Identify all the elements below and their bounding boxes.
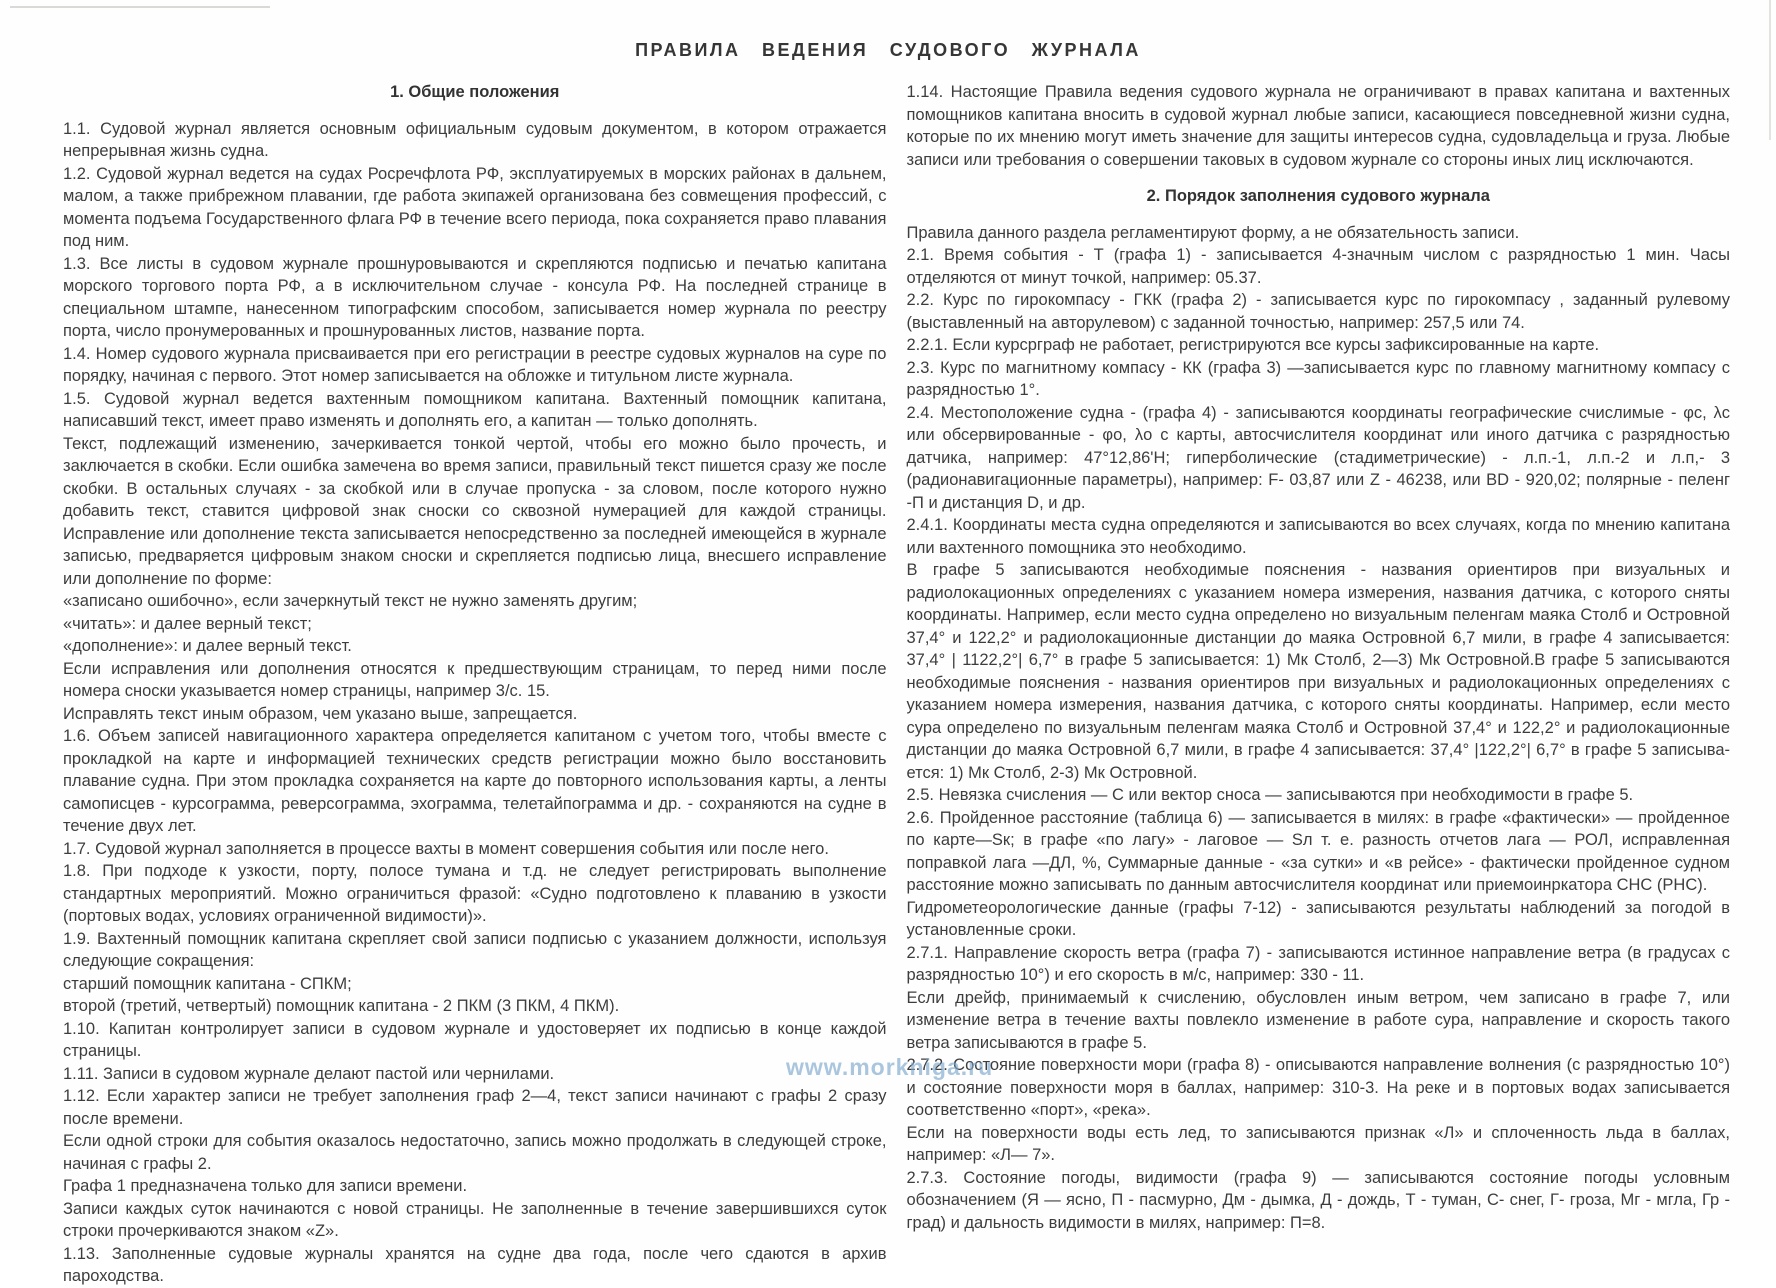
paragraph-2-2: 2.2. Курс по гирокомпасу - ГКК (графа 2) - записывается курс по гирокомпасу , заданный рулевому (выставленный на авторулевом) с заданной точностью, например: 257,5 или 74. — [906, 291, 1730, 332]
paragraph-form-addition: «дополнение»: и далее верный текст. — [63, 637, 352, 655]
paragraph-1-4: 1.4. Номер судового журнала присваивается при его регистрации в реестре судовых журналов на суре по порядку, начиная с первого. Этот номер записывается на обложке и титульном листе журнала. — [63, 344, 887, 385]
paragraph-grafa-1: Графа 1 предназначена только для записи времени. — [63, 1177, 468, 1195]
paragraph-2-5: 2.5. Невязка счисления — С или вектор сноса — записываются при необходимости в графе 5. — [906, 786, 1634, 804]
paragraph-1-1: 1.1. Судовой журнал является основным официальным судовым документом, в котором отражается непрерывная жизнь судна. — [63, 119, 887, 160]
paragraph-abbrev-spkm: старший помощник капитана - СПКМ; — [63, 974, 352, 993]
paragraph-1-5-text-rules: Текст, подлежащий изменению, зачеркивается тонкой чертой, чтобы его можно было прочесть, и заключается в скобки. Если ошибка замечена во время записи, правильный текст пишется сразу же после скобки. В остальных случаях - за скобкой или в случае пропуска - за словом, после которого нужно добавить текст, ставится цифровой знак сноски со сквозной нумерацией для каждой страницы. Исправление или дополнение текста записывается непосредственно за последней имеющейся в журнале записью, предваряется цифровым знаком сноски и скрепляется подписью лица, внесшего исправление или дополнение по форме: — [63, 434, 887, 588]
paragraph-daily-records: Записи каждых суток начинаются с новой страницы. Не заполненные в течение завершившихся суток строки прочеркиваются знаком «Z». — [63, 1199, 887, 1240]
section-2-heading: 2. Порядок заполнения судового журнала — [1146, 187, 1490, 205]
paragraph-1-12: 1.12. Если характер записи не требует заполнения граф 2—4, текст записи начинают с графы 2 сразу после времени. — [63, 1087, 887, 1128]
left-column — [63, 81, 887, 1288]
right-column — [907, 81, 1731, 1288]
paragraph-1-7: 1.7. Судовой журнал заполняется в процессе вахты в момент совершения события или после него. — [63, 839, 829, 858]
paragraph-corrections-forbidden: Исправлять текст иным образом, чем указано выше, запрещается. — [63, 704, 578, 723]
paragraph-abbrev-pkm: второй (третий, четвертый) помощник капитана - 2 ПКМ (3 ПКМ, 4 ПКМ). — [63, 997, 620, 1015]
section-1-heading: 1. Общие положения — [390, 83, 560, 101]
paragraph-2-7-3: 2.7.3. Состояние погоды, видимости (графа 9) — записываются состояние погоды условным обозначением (Я — ясно, П - пасмурно, Дм - дымка, Д - дождь, Т - туман, С- снег, Г- гроза, Мг - мгла, Гр - град) и дальность видимости в милях, например: П=8. — [906, 1168, 1730, 1232]
paragraph-2-3: 2.3. Курс по магнитному компасу - КК (графа 3) —записывается курс по главному магнитному компасу с разрядностью 1°. — [906, 358, 1730, 399]
paragraph-corrections-pages: Если исправления или дополнения относятся к предшествующим страницам, то перед ними после номера сноски указывается номер страницы, например 3/с. 15. — [63, 659, 887, 700]
paragraph-grafa-5: В графе 5 записываются необходимые пояснения - названия ориентиров при визуальных и радиолокационных определениях с указанием номера измерения, названия датчика, с которого сняты координаты. Например, если место судна определено но визуальным пеленгам маяка Столб и Островной 37,4° и 122,2° и радиолокационные дистанции до маяка Островной 6,7 мили, в графе 4 записывается: 37,4° | 1122,2°| 6,7° в графе 5 записывается: 1) Мк Столб, 2—3) Мк Островной.В графе 5 записываются необходимые пояснения - названия ориентиров при визуальных и радиолокационных определениях с указанием номера измерения, названия датчика, с которого сняты координаты. Например, если место сура определено по визуальным пеленгам маяка Столб и Островной 37,4° и 122,2° и радиолокационные дистанции до маяка Островной 6,7 мили, в графе 4 записывается: 37,4° |122,2°| 6,7° в графе 5 записывается: 1) Мк Столб, 2-3) Мк Островной. — [906, 561, 1730, 782]
scan-artifact-right — [1769, 0, 1771, 140]
paragraph-1-8: 1.8. При подходе к узкости, порту, полосе тумана и т.д. не следует регистрировать выполнение стандартных мероприятий. Можно ограничиться фразой: «Судно подготовлено к плаванию в узкости (портовых водах, условиях ограниченной видимости)». — [63, 862, 887, 925]
paragraph-1-2: 1.2. Судовой журнал ведется на судах Росречфлота РФ, эксплуатируемых в морских районах в дальнем, малом, а также прибрежном плавании, где работа экипажей организована без совмещения профессий, с момента подъема Государственного флага РФ в течение всего периода, пока сохраняется право плавания под ним. — [63, 164, 887, 250]
paragraph-2-7-1: 2.7.1. Направление скорость ветра (графа 7) - записываются истинное направление ветра (в градусах с разрядностью 10°) и его скорость в м/с, например: 330 - 11. — [906, 943, 1730, 984]
paragraph-form-erroneous: «записано ошибочно», если зачеркнутый текст не нужно заменять другим; — [63, 592, 638, 610]
paragraph-ice: Если на поверхности воды есть лед, то записываются признак «Л» и сплоченность льда в баллах, например: «Л— 7». — [906, 1123, 1730, 1164]
paragraph-form-read: «читать»: и далее верный текст; — [63, 614, 312, 633]
paragraph-2-2-1: 2.2.1. Если курсрграф не работает, регистрируются все курсы зафиксированные на карте. — [906, 336, 1600, 354]
paragraph-2-6: 2.6. Пройденное расстояние (таблица 6) — записывается в милях: в графе «фактически» — пройденное по карте—Sк; в графе «по лагу» - лаговое — Sл т. е. разность отчетов лага — РОЛ, исправленная поправкой лага —ДЛ, %, Суммарные данные - «за сутки» и «в рейсе» - фактически пройденное судном расстояние можно записывать по данным автосчислителя координат или приемоинркатора СНС (РНС). — [906, 808, 1730, 894]
paragraph-2-4: 2.4. Местоположение судна - (графа 4) - записываются координаты географические счислимые - φс, λс или обсервированные - φо, λо с карты, автосчислителя координат или иного датчика с разрядностью датчика, например: 47°12,86'Н; гиперболические (стадиметрические) - л.п.-1, л.п.-2 и л.п,- 3 (радионавигационные параметры), например: F- 03,87 или Z - 46238, или BD - 920,02; полярные - пеленг -П и дистанция D, и др. — [906, 403, 1730, 512]
paragraph-1-13: 1.13. Заполненные судовые журналы хранятся на судне два года, после чего сдаются в архив пароходства. — [63, 1244, 887, 1285]
paragraph-1-14: 1.14. Настоящие Правила ведения судового журнала не ограничивают в правах капитана и вахтенных помощников капитана вносить в судовой журнал любые записи, касающиеся повседневной жизни судна, которые по их мнению могут иметь значение для защиты интересов судна, судовладельца и груза. Любые записи или требования о совершении таковых в судовом журнале со стороны иных лиц исключаются. — [906, 83, 1730, 169]
paragraph-drift: Если дрейф, принимаемый к счислению, обусловлен иным ветром, чем записано в графе 7, или изменение ветра в течение вахты повлекло изменение в работе сура, направление и скорость такого ветра записываются в графе 5. — [906, 988, 1730, 1052]
paragraph-2-1: 2.1. Время события - Т (графа 1) - записывается 4-значным числом с разрядностью 1 мин. Часы отделяются от минут точкой, например: 05.37. — [906, 246, 1730, 287]
scan-artifact-top — [10, 6, 270, 8]
document-title: ПРАВИЛА ВЕДЕНИЯ СУДОВОГО ЖУРНАЛА — [635, 40, 1141, 60]
paragraph-1-11: 1.11. Записи в судовом журнале делают пастой или чернилами. — [63, 1064, 555, 1083]
watermark: www.morkniga.ru — [786, 1054, 994, 1080]
paragraph-1-6: 1.6. Объем записей навигационного характера определяется капитаном с учетом того, чтобы вместе с прокладкой на карте и информацией технических средств регистрации можно было восстановить плавание судна. При этом прокладка сохраняется на карте до повторного использования карты, а ленты самописцев - курсограмма, реверсограмма, эхограмма, телетайпограмма и др. - сохраняются на судне в течение двух лет. — [63, 727, 887, 835]
paragraph-1-12-continuation: Если одной строки для события оказалось недостаточно, запись можно продолжать в следующей строке, начиная с графы 2. — [63, 1132, 887, 1173]
paragraph-2-7-2: 2.7.2. Состояние поверхности мори (графа 8) - описываются направление волнения (с разрядностью 10°) и состояние поверхности моря в баллах, например: 310-3. На реке и в портовых водах записывается соответственно «порт», «река». — [906, 1056, 1730, 1119]
two-column-layout — [0, 61, 1776, 1288]
paragraph-hydromet: Гидрометеорологические данные (графы 7-12) - записываются результаты наблюдений за погодой в установленные сроки. — [906, 898, 1730, 939]
paragraph-1-5: 1.5. Судовой журнал ведется вахтенным помощником капитана. Вахтенный помощник капитана, написавший текст, имеет право изменять и дополнять его, а капитан — только дополнять. — [63, 389, 887, 430]
paragraph-section2-intro: Правила данного раздела регламентируют форму, а не обязательность записи. — [906, 223, 1520, 242]
paragraph-1-9: 1.9. Вахтенный помощник капитана скрепляет свой записи подписью с указанием должности, используя следующие сокращения: — [63, 929, 887, 970]
paragraph-1-10: 1.10. Капитан контролирует записи в судовом журнале и удостоверяет их подписью в конце каждой страницы. — [63, 1019, 887, 1060]
paragraph-2-4-1: 2.4.1. Координаты места судна определяются и записываются во всех случаях, когда по мнению капитана или вахтенного помощника это необходимо. — [906, 516, 1730, 557]
paragraph-1-3: 1.3. Все листы в судовом журнале прошнуровываются и скрепляются подписью и печатью капитана морского торгового порта РФ, а в исключительном случае - консула РФ. На последней странице в специальном штампе, нанесенном типографским способом, записывается номер журнала по реестру порта, число пронумерованных и прошнурованных листов, название порта. — [63, 254, 887, 340]
